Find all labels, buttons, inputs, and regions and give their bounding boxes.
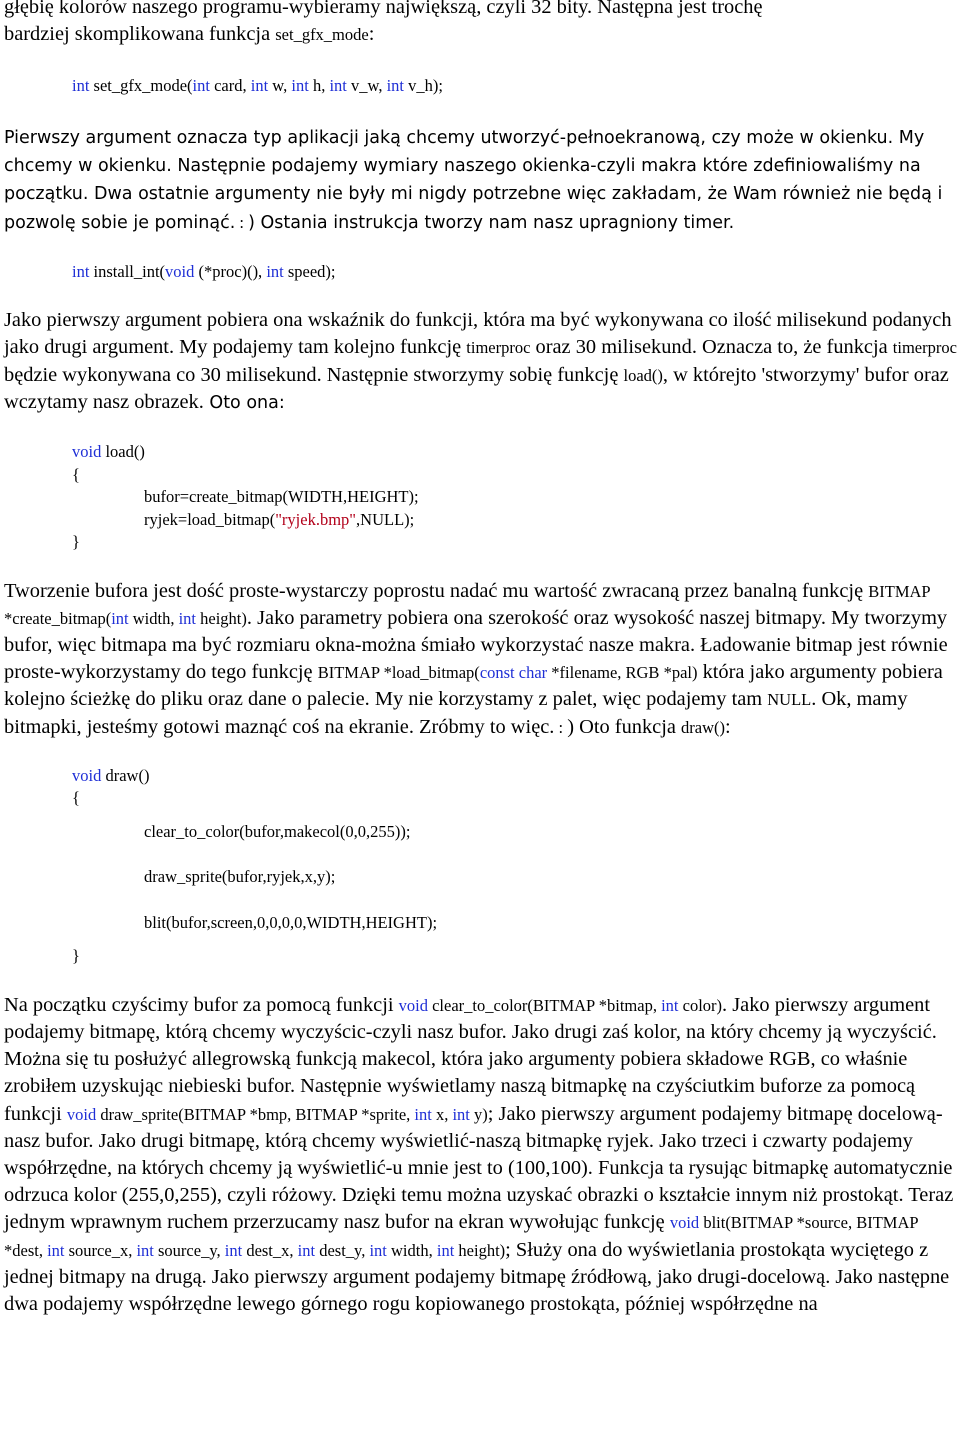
inline-keyword: int <box>297 1240 316 1260</box>
code-line <box>4 441 958 464</box>
paragraph-text: ; Służy ona do wyświetlania prostokąta wyciętego z jednej bitmapy na drugą. Jako pierwszy argument podajemy bitmapę źródłową, jako drugi-docelową. Jako następne dwa podajemy współrzędne lewego górnego rogu kopiowanego prostokąta, później współrzędne na <box>4 1238 950 1315</box>
smiley-text: : <box>235 212 249 232</box>
code-text: draw() <box>101 765 150 785</box>
code-line: } <box>72 946 80 966</box>
code-text: v_h); <box>404 76 443 96</box>
paragraph-text: . Jako pierwszy argument podajemy bitmapę, którą chcemy wyczyścic-czyli nasz bufor. Jako drugi zaś kolor, na który chcemy ją wyczyścić. Można się tu posłużyć allegrowską funkcją makecol, która jako argumenty pobiera składowe RGB, co właśnie zrobiłem uzyskując niebieski bufor. Następnie wyświetlamy naszą bitmapkę na czyściutkim buforze za pomocą funkcji <box>4 993 937 1125</box>
inline-keyword: int <box>661 995 679 1015</box>
code-keyword: int <box>266 261 284 281</box>
code-line: } <box>72 532 80 552</box>
code-text: h, <box>308 76 330 96</box>
paragraph-text: : <box>725 715 731 738</box>
inline-code: dest_y, <box>315 1240 370 1260</box>
smiley-text: : <box>554 717 568 737</box>
code-line: draw_sprite(bufor,ryjek,x,y); <box>144 867 336 887</box>
set-gfx-mode-paragraph <box>4 124 958 237</box>
intro-paragraph <box>4 0 958 48</box>
inline-code: BITMAP *load_bitmap( <box>317 663 480 683</box>
spacer <box>4 48 958 75</box>
inline-code: dest_x, <box>242 1240 298 1260</box>
code-text: install_int( <box>89 261 166 281</box>
inline-keyword: int <box>178 608 197 628</box>
document-page <box>4 0 958 1318</box>
code-draw-function <box>4 765 958 968</box>
spacer <box>4 968 958 992</box>
spacer <box>4 934 958 945</box>
paragraph-text-2: ) Ostania instrukcja tworzy nam nasz upragniony timer. <box>248 212 735 233</box>
paragraph-text: ; Jako pierwszy argument podajemy bitmapę docelową-nasz bufor. Jako drugi bitmapę, którą chcemy wyświetlić-naszą bitmapkę ryjek. Jako trzeci i czwarty podajemy współrzędne, na których chcemy ją wyświetlić-u mnie jest to (100,100). Funkcja ta rysując bitmapkę automatycznie odrzuca kolor (255,0,255), czyli różowy. Dzięki temu można uzyskać obrazki o kształcie innym niż prostokąt. Teraz jednym wprawnym ruchem przerzucamy nasz bufor na ekran wywołując funkcję <box>4 1102 954 1234</box>
spacer <box>4 98 958 124</box>
inline-keyword: void <box>669 1213 700 1233</box>
inline-code: *filename, RGB *pal) <box>547 663 698 683</box>
code-text: ,NULL); <box>356 509 415 529</box>
inline-code: source_x, <box>64 1240 137 1260</box>
inline-code: draw_sprite(BITMAP *bmp, BITMAP *sprite, <box>96 1104 415 1124</box>
spacer <box>4 741 958 765</box>
paragraph-text: Pierwszy argument oznacza typ aplikacji jaką chcemy utworzyć-pełnoekranową, czy może w okienku. My chcemy w okienku. Następnie podajemy wymiary naszego okienka-czyli makra które zdefiniowaliśmy na początku. Dwa ostatnie argumenty nie były mi nigdy potrzebne więc zakładam, że Wam również nie będą i pozwolę sobie je pominąć. <box>4 127 943 233</box>
spacer <box>4 237 958 261</box>
spacer <box>4 843 958 866</box>
inline-keyword: const char <box>479 663 548 683</box>
inline-keyword: int <box>436 1240 455 1260</box>
inline-keyword: void <box>398 995 428 1015</box>
code-text: (*proc)(), <box>194 261 267 281</box>
install-int-paragraph <box>4 307 958 417</box>
paragraph-text: która jako argumenty pobiera kolejno ścieżkę do pliku oraz dane o palecie. My nie korzystamy z palet, więc podajemy tam <box>4 661 943 711</box>
code-set-gfx-mode <box>4 75 958 98</box>
code-keyword: int <box>72 261 90 281</box>
inline-code: x, <box>431 1104 453 1124</box>
inline-code: height) <box>454 1240 506 1260</box>
code-line <box>4 765 958 788</box>
intro-text: głębię kolorów naszego programu-wybieramy największą, czyli 32 bity. Następna jest trochę <box>4 0 763 18</box>
code-string: "ryjek.bmp" <box>275 509 357 529</box>
code-keyword: void <box>165 261 195 281</box>
inline-code: blit(BITMAP *source, BITMAP *dest, <box>4 1213 918 1260</box>
inline-code-draw: draw() <box>681 717 726 737</box>
inline-code-set-gfx-mode: set_gfx_mode <box>275 25 369 45</box>
code-load-function <box>4 441 958 554</box>
inline-code: y) <box>469 1104 488 1124</box>
inline-keyword: int <box>47 1240 65 1260</box>
paragraph-text: Na początku czyścimy bufor za pomocą funkcji <box>4 993 399 1016</box>
code-line: clear_to_color(bufor,makecol(0,0,255)); <box>144 821 411 841</box>
code-text: speed); <box>283 261 336 281</box>
paragraph-text: Jako pierwszy argument pobiera ona wskaźnik do funkcji, która ma być wykonywana co ilość milisekund podanych jako drugi argument. My podajemy tam kolejno funkcję <box>4 309 952 359</box>
inline-code: NULL <box>767 690 812 710</box>
inline-code: width, <box>386 1240 437 1260</box>
inline-keyword: int <box>369 1240 387 1260</box>
inline-keyword: int <box>224 1240 243 1260</box>
paragraph-text-sans: Oto ona: <box>203 392 285 413</box>
inline-keyword: int <box>136 1240 154 1260</box>
paragraph-text: ) Oto funkcja <box>567 715 682 738</box>
code-text: w, <box>268 76 292 96</box>
code-line: bufor=create_bitmap(WIDTH,HEIGHT); <box>144 487 419 507</box>
code-keyword: int <box>329 76 347 96</box>
code-line: { <box>72 788 80 808</box>
code-keyword: int <box>72 76 90 96</box>
code-keyword: void <box>72 765 102 785</box>
paragraph-text: oraz 30 milisekund. Oznacza to, że funkcja <box>530 336 893 359</box>
code-text: ryjek=load_bitmap( <box>144 509 276 529</box>
code-keyword: int <box>250 76 269 96</box>
inline-code: height) <box>196 608 247 628</box>
inline-code: clear_to_color(BITMAP *bitmap, <box>427 995 662 1015</box>
paragraph-text: będzie wykonywana co 30 milisekund. Następnie stworzymy sobię funkcję <box>4 363 624 386</box>
inline-keyword: int <box>452 1104 470 1124</box>
code-keyword: int <box>291 76 309 96</box>
code-keyword: int <box>386 76 405 96</box>
code-keyword: int <box>192 76 210 96</box>
inline-keyword: void <box>66 1104 97 1124</box>
intro-text-2: bardziej skomplikowana funkcja <box>4 23 276 46</box>
paragraph-text: . Jako parametry pobiera ona szerokość oraz wysokość naszej bitmapy. My tworzymy bufor, więc bitmapa ma być rozmiaru okna-można śmiało wykorzystać nasze makra. Ładowanie bitmap jest równie proste-wykorzystamy do tego funkcję <box>4 606 948 684</box>
inline-code-load: load() <box>623 365 663 385</box>
code-line: blit(bufor,screen,0,0,0,0,WIDTH,HEIGHT); <box>144 912 438 932</box>
inline-code-timerproc: timerproc <box>466 338 531 358</box>
paragraph-text: , w którejto 'stworzymy' bufor oraz wczytamy nasz obrazek. <box>4 363 949 413</box>
inline-code: BITMAP *create_bitmap( <box>4 581 930 628</box>
spacer <box>4 283 958 307</box>
code-text: set_gfx_mode( <box>89 76 193 96</box>
spacer <box>4 889 958 912</box>
code-line: { <box>72 464 80 484</box>
paragraph-text: . Ok, mamy bitmapki, jesteśmy gotowi maznąć coś na ekranie. Zróbmy to więc. <box>4 688 908 738</box>
inline-code: color) <box>678 995 723 1015</box>
inline-keyword: int <box>414 1104 432 1124</box>
load-paragraph <box>4 578 958 741</box>
code-text: load() <box>101 442 145 462</box>
spacer <box>4 810 958 821</box>
inline-code: source_y, <box>153 1240 225 1260</box>
inline-code: width, <box>128 608 179 628</box>
inline-keyword: int <box>111 608 129 628</box>
code-install-int <box>4 261 958 284</box>
code-text: card, <box>209 76 251 96</box>
code-line <box>4 509 958 532</box>
draw-paragraph <box>4 992 958 1318</box>
paragraph-text: Tworzenie bufora jest dość proste-wystarczy poprostu nadać mu wartość zwracaną przez banalną funkcję <box>4 579 869 602</box>
spacer <box>4 417 958 441</box>
code-keyword: void <box>72 442 102 462</box>
intro-colon: : <box>368 23 375 46</box>
code-text: v_w, <box>346 76 387 96</box>
spacer <box>4 554 958 578</box>
inline-code-timerproc: timerproc <box>892 338 957 358</box>
